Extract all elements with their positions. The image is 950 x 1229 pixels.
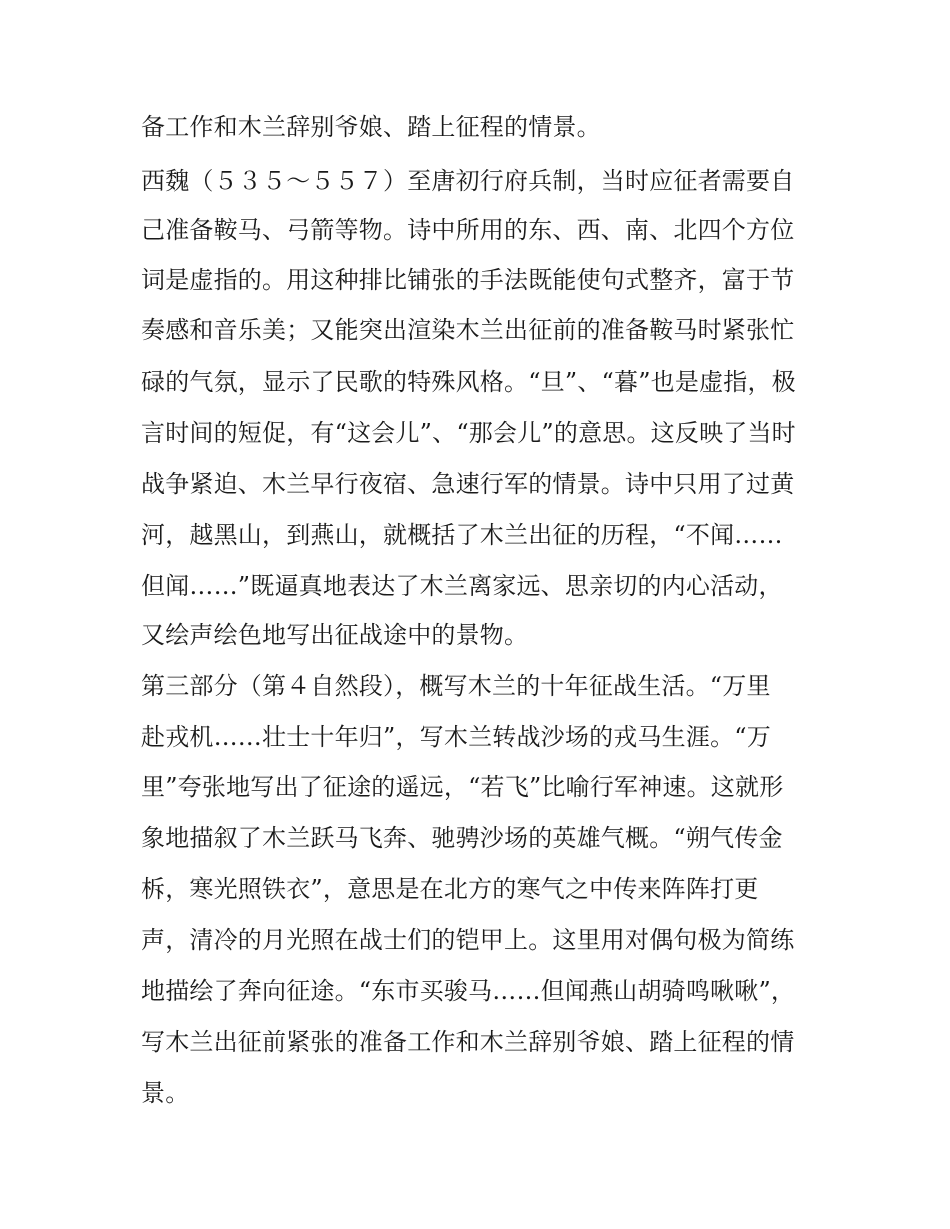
text-line: 景。 — [141, 1079, 190, 1107]
text-line: 第三部分（第４自然段），概写木兰的十年征战生活。“万里 — [141, 672, 771, 700]
text-line: 己准备鞍马、弓箭等物。诗中所用的东、西、南、北四个方位 — [141, 216, 795, 244]
text-line: 战争紧迫、木兰早行夜宿、急速行军的情景。诗中只用了过黄 — [141, 470, 795, 498]
text-line: 写木兰出征前紧张的准备工作和木兰辞别爷娘、踏上征程的情 — [141, 1028, 795, 1056]
text-line: 声，清冷的月光照在战士们的铠甲上。这里用对偶句极为简练 — [141, 926, 795, 954]
text-line: 西魏（５３５～５５７）至唐初行府兵制，当时应征者需要自 — [141, 167, 795, 195]
text-line: 里”夸张地写出了征途的遥远，“若飞”比喻行军神速。这就形 — [141, 773, 784, 801]
text-line: 词是虚指的。用这种排比铺张的手法既能使句式整齐，富于节 — [141, 266, 795, 294]
text-line: 赴戎机……壮士十年归”，写木兰转战沙场的戎马生涯。“万 — [141, 723, 771, 751]
text-line: 河，越黑山，到燕山，就概括了木兰出征的历程，“不闻…… — [141, 521, 783, 549]
text-line: 言时间的短促，有“这会儿”、“那会儿”的意思。这反映了当时 — [141, 419, 796, 447]
text-line: 奏感和音乐美；又能突出渲染木兰出征前的准备鞍马时紧张忙 — [141, 316, 795, 344]
text-line: 又绘声绘色地写出征战途中的景物。 — [141, 621, 529, 649]
text-line: 地描绘了奔向征途。“东市买骏马……但闻燕山胡骑鸣啾啾”， — [141, 977, 796, 1005]
text-line: 柝，寒光照铁衣”，意思是在北方的寒气之中传来阵阵打更 — [141, 875, 759, 903]
text-line: 象地描叙了木兰跃马飞奔、驰骋沙场的英雄气概。“朔气传金 — [141, 824, 783, 852]
text-line: 备工作和木兰辞别爷娘、踏上征程的情景。 — [141, 113, 601, 141]
text-line: 碌的气氛，显示了民歌的特殊风格。“旦”、“暮”也是虚指，极 — [141, 368, 796, 396]
text-line: 但闻……”既逼真地表达了木兰离家远、思亲切的内心活动， — [141, 572, 783, 600]
